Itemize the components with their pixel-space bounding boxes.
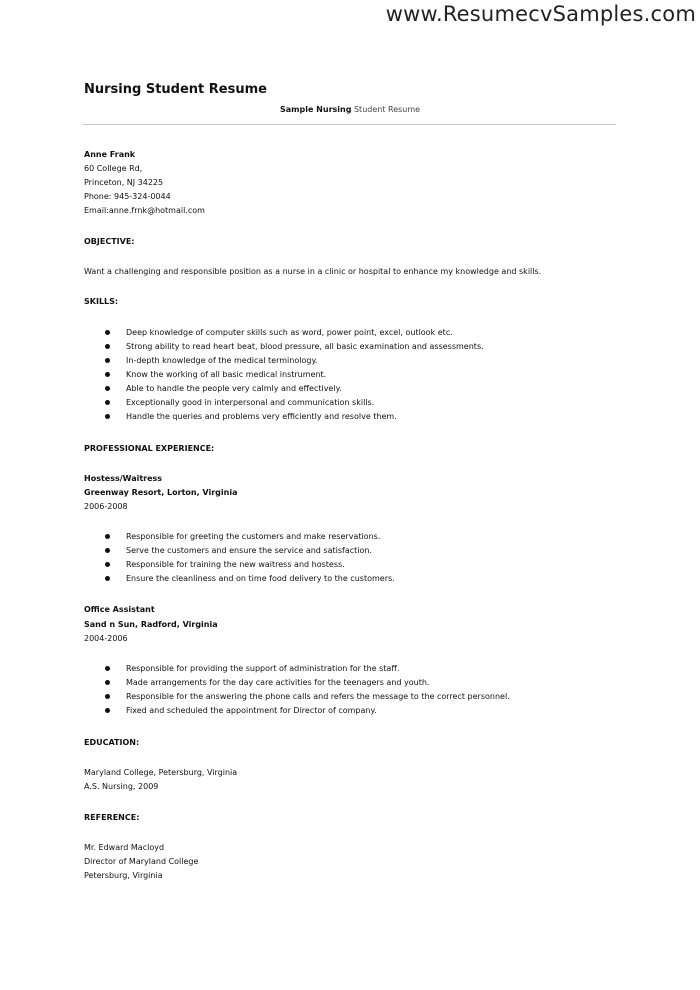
list-item: Responsible for greeting the customers and make reservations. — [84, 530, 395, 544]
education-degree: A.S. Nursing, 2009 — [84, 782, 159, 791]
job-employer: Greenway Resort, Lorton, Virginia — [84, 488, 238, 497]
job-duties-list — [84, 662, 510, 718]
page-title: Nursing Student Resume — [84, 82, 267, 97]
list-item: Ensure the cleanliness and on time food delivery to the customers. — [84, 572, 395, 586]
job-duties-list — [84, 530, 395, 586]
education-heading: EDUCATION: — [84, 738, 140, 747]
reference-heading: REFERENCE: — [84, 813, 140, 822]
skills-heading: SKILLS: — [84, 297, 119, 306]
objective-heading: OBJECTIVE: — [84, 237, 135, 246]
bullet-icon — [105, 358, 110, 363]
page-subtitle — [280, 105, 420, 114]
bullet-icon — [105, 562, 110, 567]
contact-phone: Phone: 945-324-0044 — [84, 192, 171, 201]
job-employer: Sand n Sun, Radford, Virginia — [84, 620, 218, 629]
list-item: Responsible for the answering the phone calls and refers the message to the correct personnel. — [84, 690, 510, 704]
bullet-icon — [105, 680, 110, 685]
skills-list — [84, 326, 484, 424]
bullet-icon — [105, 708, 110, 713]
bullet-icon — [105, 330, 110, 335]
list-item: Know the working of all basic medical instrument. — [84, 368, 484, 382]
subtitle-rest: Student Resume — [351, 105, 421, 114]
header-divider — [82, 124, 616, 125]
reference-title: Director of Maryland College — [84, 857, 199, 866]
list-item: In-depth knowledge of the medical terminology. — [84, 354, 484, 368]
list-item: Fixed and scheduled the appointment for Director of company. — [84, 704, 510, 718]
site-url: www.ResumecvSamples.com — [385, 2, 696, 26]
list-item: Handle the queries and problems very efficiently and resolve them. — [84, 410, 484, 424]
job-dates: 2006-2008 — [84, 502, 128, 511]
list-item: Responsible for providing the support of administration for the staff. — [84, 662, 510, 676]
list-item: Deep knowledge of computer skills such as word, power point, excel, outlook etc. — [84, 326, 484, 340]
bullet-icon — [105, 344, 110, 349]
job-dates: 2004-2006 — [84, 634, 128, 643]
list-item: Exceptionally good in interpersonal and communication skills. — [84, 396, 484, 410]
bullet-icon — [105, 548, 110, 553]
job-role: Hostess/Waitress — [84, 474, 163, 483]
bullet-icon — [105, 386, 110, 391]
bullet-icon — [105, 694, 110, 699]
list-item: Responsible for training the new waitress and hostess. — [84, 558, 395, 572]
bullet-icon — [105, 414, 110, 419]
reference-location: Petersburg, Virginia — [84, 871, 163, 880]
list-item: Able to handle the people very calmly and effectively. — [84, 382, 484, 396]
bullet-icon — [105, 372, 110, 377]
list-item: Made arrangements for the day care activities for the teenagers and youth. — [84, 676, 510, 690]
reference-name: Mr. Edward Macloyd — [84, 843, 165, 852]
contact-address-line2: Princeton, NJ 34225 — [84, 178, 164, 187]
contact-address-line1: 60 College Rd, — [84, 164, 143, 173]
list-item: Strong ability to read heart beat, blood pressure, all basic examination and assessments. — [84, 340, 484, 354]
bullet-icon — [105, 400, 110, 405]
subtitle-bold: Sample Nursing — [280, 105, 352, 114]
bullet-icon — [105, 576, 110, 581]
bullet-icon — [105, 534, 110, 539]
objective-text: Want a challenging and responsible position as a nurse in a clinic or hospital to enhance my knowledge and skills. — [84, 267, 542, 276]
contact-name: Anne Frank — [84, 150, 136, 159]
bullet-icon — [105, 666, 110, 671]
education-school: Maryland College, Petersburg, Virginia — [84, 768, 238, 777]
list-item: Serve the customers and ensure the service and satisfaction. — [84, 544, 395, 558]
contact-email: Email:anne.frnk@hotmail.com — [84, 206, 205, 215]
experience-heading: PROFESSIONAL EXPERIENCE: — [84, 444, 215, 453]
job-role: Office Assistant — [84, 605, 155, 614]
